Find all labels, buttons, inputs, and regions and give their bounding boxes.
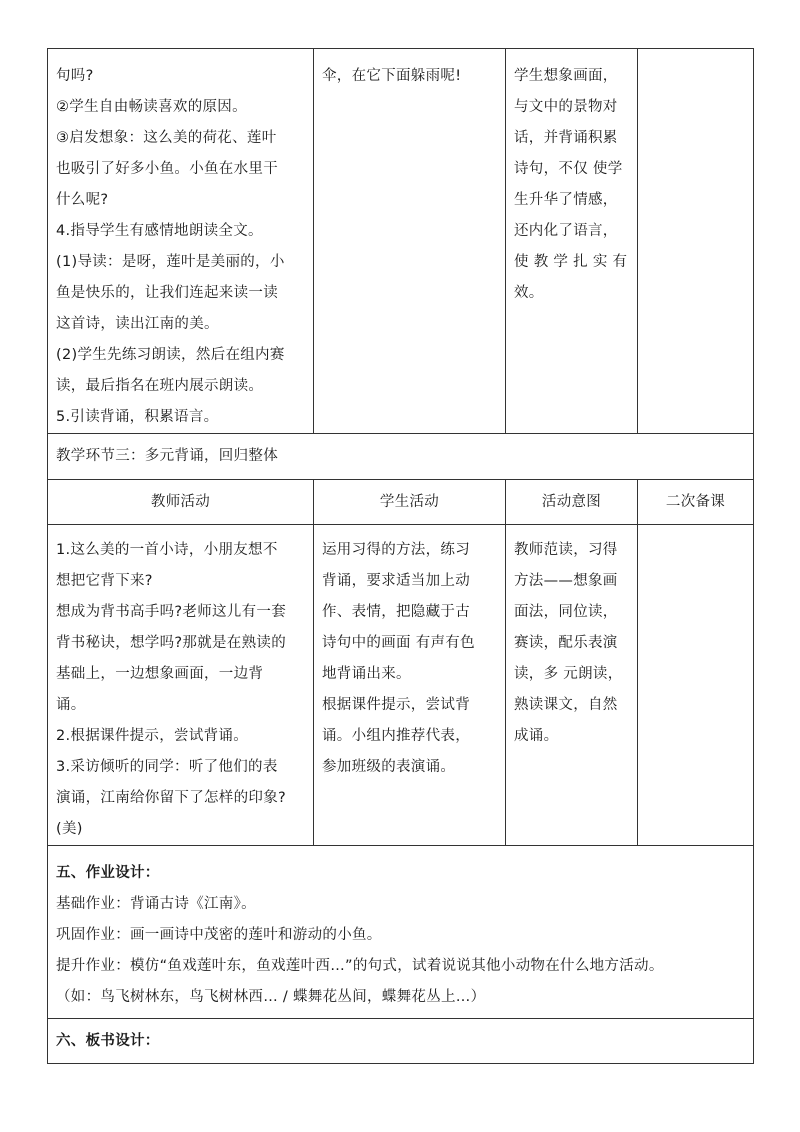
text-line: 读，多 元朗读， [514,666,623,682]
homework-line: 基础作业：背诵古诗《江南》。 [56,896,256,912]
text-line: 还内化了语言， [514,223,618,239]
second-prep-cell [638,525,754,846]
text-line: 2.根据课件提示，尝试背诵。 [56,728,249,744]
text-line: 诵。小组内推荐代表， [322,728,470,744]
activity-row [48,525,754,846]
homework-line: 巩固作业：画一画诗中茂密的莲叶和游动的小鱼。 [56,927,382,943]
teacher-activity-cell [48,49,314,434]
homework-line: （如：鸟飞树林东，鸟飞树林西… / 蝶舞花丛间，蝶舞花丛上…） [56,989,486,1005]
section-row [48,434,754,480]
text-line: 面法，同位读， [514,604,618,620]
text-line: 5.引读背诵，积累语言。 [56,409,219,425]
text-line: 方法——想象画 [514,573,618,589]
text-line: 运用习得的方法，练习 [322,542,470,558]
text-line: 学生想象画面， [514,68,618,84]
lesson-plan-table [47,48,754,1064]
text-line: 背书秘诀，想学吗?那就是在熟读的 [56,635,286,651]
text-line: 1.这么美的一首小诗，小朋友想不 [56,542,278,558]
text-line: (1)导读：是呀，莲叶是美丽的，小 [56,254,285,270]
text-line: 教师范读，习得 [514,542,618,558]
text-line: 与文中的景物对 [514,99,618,115]
text-line: 熟读课文，自然 [514,697,618,713]
text-line: 诗句，不仅 使学 [514,161,623,177]
text-line: 读，最后指名在班内展示朗读。 [56,378,264,394]
text-line: 参加班级的表演诵。 [322,759,456,775]
activity-intent-cell [506,49,638,434]
text-line: 背诵，要求适当加上动 [322,573,470,589]
homework-row [48,846,754,1019]
text-line: 鱼是快乐的，让我们连起来读一读 [56,285,278,301]
text-line: 3.采访倾听的同学：听了他们的表 [56,759,278,775]
board-design-title: 六、板书设计： [48,1019,754,1064]
text-line: (美) [56,821,83,837]
text-line: 赛读，配乐表演 [514,635,618,651]
text-line: 诗句中的画面 有声有色 [322,635,475,651]
text-line: 作、表情，把隐藏于古 [322,604,470,620]
section-title: 教学环节三：多元背诵，回归整体 [48,434,754,480]
lesson-plan-page [47,48,753,1064]
board-design-row [48,1019,754,1064]
text-line: 基础上，一边想象画面，一边背 [56,666,264,682]
text-line: 成诵。 [514,728,559,744]
text-line: 什么呢? [56,192,109,208]
text-line: 生升华了情感， [514,192,618,208]
header-activity-intent: 活动意图 [506,480,638,525]
text-line: 地背诵出来。 [322,666,411,682]
text-line: 也吸引了好多小鱼。小鱼在水里干 [56,161,278,177]
text-line: ②学生自由畅读喜欢的原因。 [56,99,247,115]
text-line: (2)学生先练习朗读，然后在组内赛 [56,347,285,363]
header-student-activity: 学生活动 [314,480,506,525]
homework-title: 五、作业设计： [56,865,160,881]
text-line: 效。 [514,285,544,301]
text-line: 句吗? [56,68,94,84]
activity-intent-cell [506,525,638,846]
text-line: 使 教 学 扎 实 有 [514,254,628,270]
header-second-prep: 二次备课 [638,480,754,525]
student-activity-cell [314,49,506,434]
text-line: 诵。 [56,697,86,713]
header-row [48,480,754,525]
activity-row-continued [48,49,754,434]
text-line: 话，并背诵积累 [514,130,618,146]
text-line: 4.指导学生有感情地朗读全文。 [56,223,263,239]
student-activity-cell [314,525,506,846]
text-line: 这首诗，读出江南的美。 [56,316,219,332]
text-line: 想把它背下来? [56,573,153,589]
text-line: ③启发想象：这么美的荷花、莲叶 [56,130,277,146]
teacher-activity-cell [48,525,314,846]
homework-line: 提升作业：模仿“鱼戏莲叶东，鱼戏莲叶西…”的句式，试着说说其他小动物在什么地方活动。 [56,958,664,974]
header-teacher-activity: 教师活动 [48,480,314,525]
text-line: 根据课件提示，尝试背 [322,697,470,713]
text-line: 伞，在它下面躲雨呢! [322,68,462,84]
second-prep-cell [638,49,754,434]
text-line: 想成为背书高手吗?老师这儿有一套 [56,604,286,620]
text-line: 演诵，江南给你留下了怎样的印象? [56,790,286,806]
homework-cell [48,846,754,1019]
